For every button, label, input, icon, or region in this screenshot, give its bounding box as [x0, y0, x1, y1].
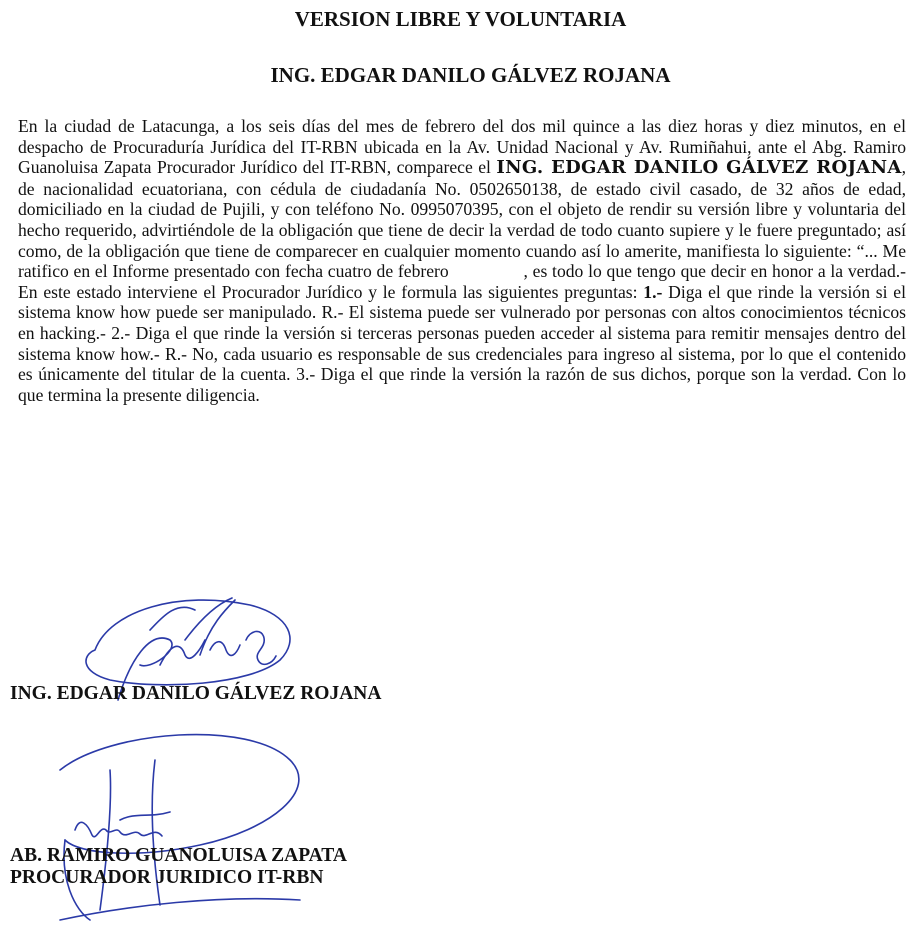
body-intro: En la ciudad de Latacunga, a los seis días del mes de febrero del dos mil quince a las diez horas y diez minutos, en el despacho de Procuraduría Jurídica del IT-RBN ubicada en la Av. Unidad Nacional y Av. Rumiñahui, ante el Abg. Ramiro Guanoluisa Zapata Procurador Jurídico del IT-RBN, comparece el — [18, 116, 906, 178]
declarant-name-inline: ING. EDGAR DANILO GÁLVEZ ROJANA — [496, 157, 902, 179]
declarant-heading: ING. EDGAR DANILO GÁLVEZ ROJANA — [270, 63, 671, 87]
body-answers: Diga el que rinde la versión si el sistema know how puede ser manipulado. R.- El sistema puede ser vulnerado por personas con altos conocimientos técnicos en hacking.- 2.- Diga el que rinde la versión si terceras personas pueden acceder al sistema para remitir mensajes dentro del sistema know how.- R.- No, cada usuario es responsable de sus credenciales para ingreso al sistema, por lo que el contenido es únicamente del titular de la cuenta. 3.- Diga el que rinde la versión la razón de sus dichos, porque son la verdad. Con lo que termina la presente diligencia. — [18, 281, 906, 405]
attorney-name: AB. RAMIRO GUANOLUISA ZAPATA — [10, 845, 347, 866]
body-details: , de nacionalidad ecuatoriana, con cédula de ciudadanía No. 0502650138, de estado civil casado, de 32 años de edad, domiciliado en la ciudad de Pujili, y con teléfono No. 0995070395, con el objeto de rendir su versión libre y voluntaria del hecho requerido, advirtiéndole de la obligación que tiene de decir la verdad de todo cuanto supiere y le fuere preguntado; así como, de la obligación que tiene de comparecer en cualquier momento cuando así lo amerite, manifiesta lo siguiente: “... Me ratifico en el Informe presentado con fecha cuatro de febrero — [18, 157, 906, 282]
body-questions-intro: , es todo lo que tengo que decir en honor a la verdad.- En este estado interviene el Procurador Jurídico y le formula las siguientes preguntas: — [18, 261, 907, 302]
document-title: VERSION LIBRE Y VOLUNTARIA — [294, 7, 627, 31]
declarant-signature-name: ING. EDGAR DANILO GÁLVEZ ROJANA — [10, 683, 382, 704]
attorney-title: PROCURADOR JURIDICO IT-RBN — [10, 867, 324, 888]
question-1-number: 1.- — [643, 281, 663, 302]
